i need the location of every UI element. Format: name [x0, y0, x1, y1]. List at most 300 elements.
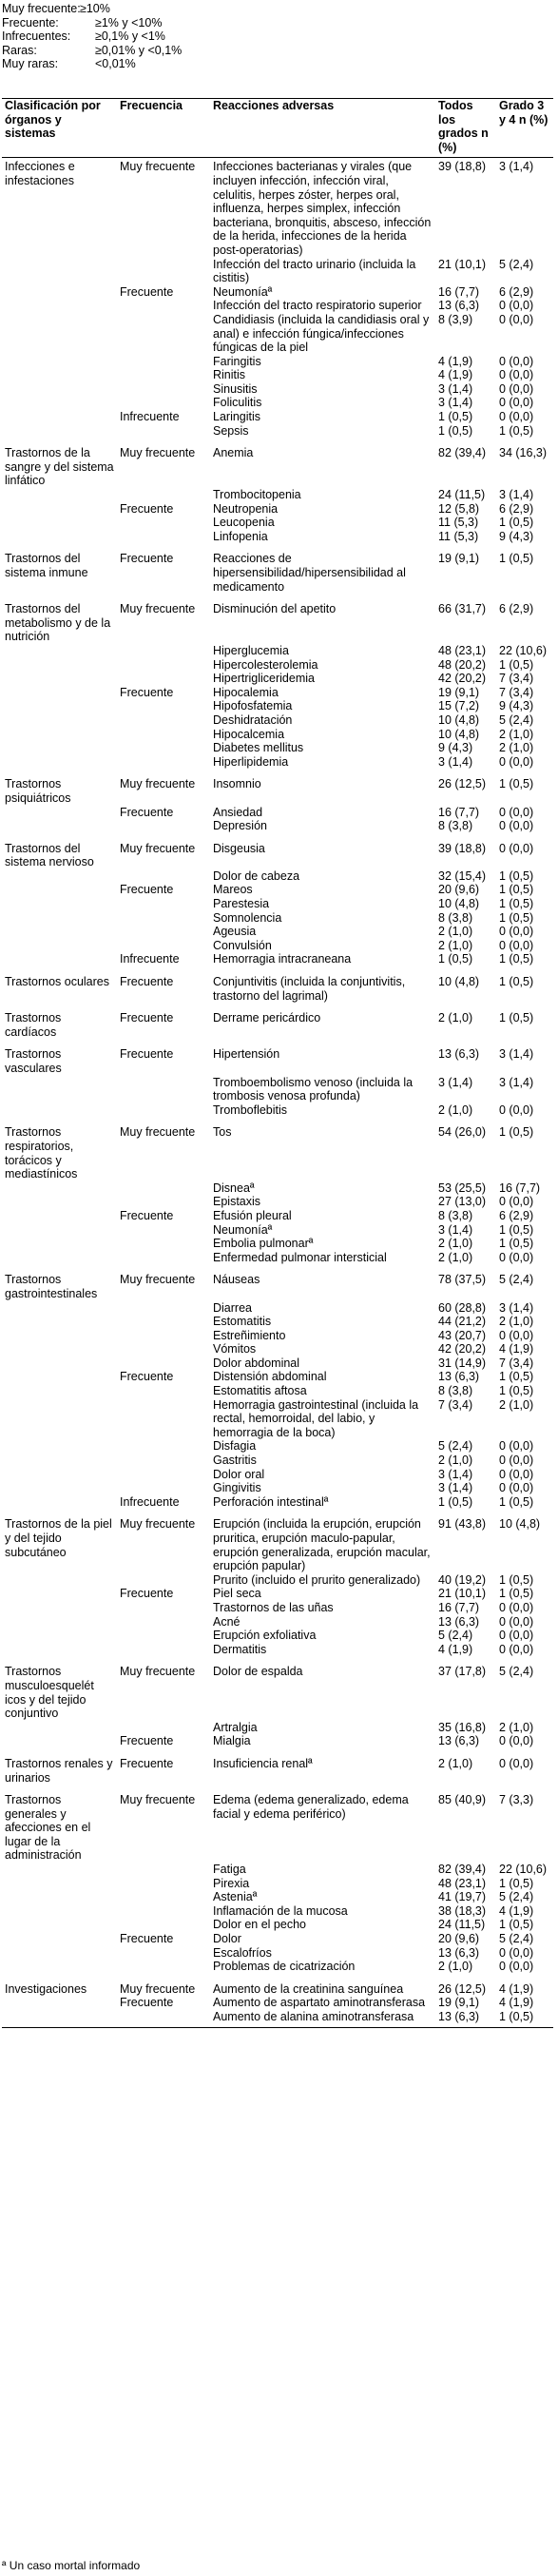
- frequency-cell: Frecuente: [120, 1756, 174, 1770]
- reaction-cell: Prurito (incluido el prurito generalizado): [213, 1572, 421, 1587]
- all-grades-cell: 78 (37,5): [438, 1273, 487, 1287]
- reaction-cell: Efusión pleural: [213, 1208, 292, 1222]
- reaction-cell: Estomatitis aftosa: [213, 1384, 307, 1398]
- grade-3-4-cell: 0 (0,0): [499, 368, 534, 382]
- soc-cell: [2, 1890, 117, 1904]
- all-grades-cell: 35 (16,8): [438, 1720, 487, 1734]
- frequency-cell: [117, 728, 210, 742]
- all-grades-cell: 8 (3,8): [438, 819, 473, 833]
- grade-3-4-cell: 0 (0,0): [499, 1103, 534, 1117]
- frequency-cell: [117, 1454, 210, 1468]
- grade-3-4-cell: 1 (0,5): [499, 897, 534, 911]
- table-row: [2, 396, 553, 410]
- all-grades-cell: 15 (7,2): [438, 699, 480, 713]
- grade-3-4-cell: 10 (4,8): [499, 1517, 541, 1532]
- frequency-cell: [117, 1237, 210, 1251]
- grade-3-4-cell: 5 (2,4): [499, 1665, 534, 1679]
- all-grades-cell: 21 (10,1): [438, 1587, 487, 1601]
- grade-3-4-cell: 0 (0,0): [499, 1454, 534, 1468]
- frequency-cell: Muy frecuente: [120, 841, 196, 855]
- soc-cell: [2, 1587, 117, 1601]
- soc-cell: [2, 1237, 117, 1251]
- grade-3-4-cell: 5 (2,4): [499, 712, 534, 727]
- all-grades-cell: 3 (1,4): [438, 754, 473, 769]
- table-row: [2, 1398, 553, 1440]
- soc-cell: [2, 1734, 117, 1748]
- table-row: [2, 1251, 553, 1265]
- reaction-cell: Distensión abdominal: [213, 1370, 327, 1384]
- soc-cell: [2, 897, 117, 911]
- grade-3-4-cell: 0 (0,0): [499, 938, 534, 952]
- table-row: [2, 952, 553, 966]
- frequency-cell: Muy frecuente: [120, 1981, 196, 1996]
- grade-3-4-cell: 0 (0,0): [499, 925, 534, 939]
- all-grades-cell: 44 (21,2): [438, 1315, 487, 1329]
- reaction-cell: Pirexia: [213, 1876, 250, 1890]
- reaction-cell: Derrame pericárdico: [213, 1011, 321, 1025]
- table-row: [2, 1237, 553, 1251]
- table-row: [2, 368, 553, 382]
- soc-cell: [2, 952, 117, 966]
- soc-cell: Trastornos de la piel y del tejido subcutáneo: [5, 1517, 112, 1559]
- table-row: [2, 1573, 553, 1588]
- grade-3-4-cell: 0 (0,0): [499, 819, 534, 833]
- grade-3-4-cell: 3 (1,4): [499, 160, 534, 174]
- frequency-cell: [117, 1076, 210, 1103]
- all-grades-cell: 10 (4,8): [438, 975, 480, 989]
- all-grades-cell: 1 (0,5): [438, 423, 473, 438]
- table-row: [2, 1481, 553, 1495]
- reaction-cell: Enfermedad pulmonar intersticial: [213, 1250, 387, 1264]
- reaction-cell: Aumento de aspartato aminotransferasa: [213, 1996, 426, 2010]
- table-row: [2, 1329, 553, 1343]
- grade-3-4-cell: 22 (10,6): [499, 1863, 548, 1877]
- header-reaction: Reacciones adversas: [213, 99, 335, 112]
- all-grades-cell: 20 (9,6): [438, 1932, 480, 1946]
- reaction-cell: Hiperglucemia: [213, 643, 289, 657]
- soc-cell: [2, 530, 117, 544]
- soc-cell: [2, 806, 117, 820]
- table-row: [2, 713, 553, 728]
- grade-3-4-cell: 2 (1,0): [499, 1720, 534, 1734]
- soc-cell: [2, 1342, 117, 1356]
- soc-cell: [2, 1481, 117, 1495]
- soc-cell: Trastornos oculares: [5, 975, 109, 989]
- soc-cell: [2, 1629, 117, 1643]
- all-grades-cell: 3 (1,4): [438, 1075, 473, 1089]
- reaction-cell: Aumento de la creatinina sanguínea: [213, 1981, 404, 1996]
- table-row: [2, 1734, 553, 1748]
- frequency-cell: [117, 1329, 210, 1343]
- all-grades-cell: 3 (1,4): [438, 1481, 473, 1495]
- soc-cell: [2, 755, 117, 770]
- grade-3-4-cell: 5 (2,4): [499, 1890, 534, 1904]
- soc-cell: Investigaciones: [5, 1981, 87, 1996]
- soc-cell: [2, 1721, 117, 1735]
- reaction-cell: Acné: [213, 1614, 241, 1629]
- grade-3-4-cell: 6 (2,9): [499, 1208, 534, 1222]
- all-grades-cell: 3 (1,4): [438, 396, 473, 410]
- frequency-cell: [117, 313, 210, 355]
- soc-cell: [2, 686, 117, 700]
- frequency-cell: [117, 1877, 210, 1891]
- table-row: [2, 1877, 553, 1891]
- soc-cell: [2, 1932, 117, 1946]
- soc-cell: [2, 1495, 117, 1510]
- reaction-cell: Tos: [213, 1125, 232, 1140]
- all-grades-cell: 4 (1,9): [438, 1642, 473, 1656]
- all-grades-cell: 2 (1,0): [438, 1756, 473, 1770]
- frequency-cell: Muy frecuente: [120, 1517, 196, 1532]
- table-row: [2, 543, 553, 594]
- frequency-cell: [117, 1904, 210, 1919]
- table-row: [2, 686, 553, 700]
- header-frequency: Frecuencia: [120, 99, 183, 112]
- reaction-cell: Reacciones de hipersensibilidad/hipersensibilidad al medicamento: [213, 552, 406, 594]
- all-grades-cell: 19 (9,1): [438, 552, 480, 566]
- table-row: [2, 672, 553, 686]
- all-grades-cell: 26 (12,5): [438, 777, 487, 791]
- reaction-cell: Disfagia: [213, 1439, 257, 1454]
- grade-3-4-cell: 6 (2,9): [499, 602, 534, 616]
- soc-cell: [2, 1301, 117, 1316]
- frequency-cell: [117, 897, 210, 911]
- soc-cell: [2, 1076, 117, 1103]
- table-row: [2, 1039, 553, 1075]
- frequency-cell: Muy frecuente: [120, 1125, 196, 1140]
- all-grades-cell: 16 (7,7): [438, 284, 480, 299]
- frequency-cell: [117, 530, 210, 544]
- grade-3-4-cell: 2 (1,0): [499, 1315, 534, 1329]
- table-row: [2, 1721, 553, 1735]
- grade-3-4-cell: 4 (1,9): [499, 1981, 534, 1996]
- table-row: [2, 644, 553, 658]
- all-grades-cell: 2 (1,0): [438, 938, 473, 952]
- frequency-cell: Frecuente: [120, 1370, 174, 1384]
- legend-term: Muy frecuente:: [2, 2, 81, 15]
- reaction-cell: Erupción exfoliativa: [213, 1629, 317, 1643]
- reaction-cell: Dolor abdominal: [213, 1356, 300, 1370]
- all-grades-cell: 13 (6,3): [438, 1734, 480, 1748]
- table-row: [2, 925, 553, 939]
- all-grades-cell: 8 (3,8): [438, 910, 473, 925]
- all-grades-cell: 5 (2,4): [438, 1439, 473, 1454]
- soc-cell: [2, 1904, 117, 1919]
- soc-cell: [2, 1398, 117, 1440]
- all-grades-cell: 3 (1,4): [438, 381, 473, 396]
- frequency-cell: [117, 1439, 210, 1454]
- all-grades-cell: 13 (6,3): [438, 2010, 480, 2023]
- all-grades-cell: 85 (40,9): [438, 1793, 487, 1807]
- reaction-cell: Hemorragia gastrointestinal (incluida la rectal, hemorroidal, del labio, y hemorragia de la boca): [213, 1397, 419, 1439]
- table-row: [2, 1301, 553, 1316]
- table-row: [2, 1370, 553, 1384]
- all-grades-cell: 41 (19,7): [438, 1890, 487, 1904]
- all-grades-cell: 48 (20,2): [438, 657, 487, 672]
- grade-3-4-cell: 1 (0,5): [499, 1237, 534, 1251]
- soc-cell: [2, 1601, 117, 1615]
- reaction-cell: Linfopenia: [213, 529, 268, 543]
- frequency-cell: [117, 741, 210, 755]
- soc-cell: [2, 1439, 117, 1454]
- grade-3-4-cell: 1 (0,5): [499, 1011, 534, 1025]
- grade-3-4-cell: 0 (0,0): [499, 1629, 534, 1643]
- all-grades-cell: 13 (6,3): [438, 1945, 480, 1960]
- frequency-cell: Frecuente: [120, 1011, 174, 1025]
- table-row: [2, 1643, 553, 1657]
- soc-cell: [2, 1315, 117, 1329]
- soc-cell: [2, 1103, 117, 1118]
- reaction-cell: Dolor de espalda: [213, 1665, 303, 1679]
- legend-term: Frecuente:: [2, 15, 59, 29]
- frequency-cell: [117, 939, 210, 953]
- all-grades-cell: 60 (28,8): [438, 1300, 487, 1315]
- frequency-cell: Frecuente: [120, 685, 174, 699]
- table-row: [2, 2010, 553, 2027]
- table-row: [2, 285, 553, 300]
- grade-3-4-cell: 0 (0,0): [499, 805, 534, 819]
- all-grades-cell: 48 (23,1): [438, 1876, 487, 1890]
- frequency-cell: Frecuente: [120, 805, 174, 819]
- reaction-cell: Vómitos: [213, 1342, 257, 1356]
- grade-3-4-cell: 6 (2,9): [499, 284, 534, 299]
- all-grades-cell: 2 (1,0): [438, 1103, 473, 1117]
- soc-cell: [2, 1209, 117, 1223]
- frequency-cell: Frecuente: [120, 552, 174, 566]
- header-all-grades: Todos los grados n (%): [438, 99, 489, 154]
- reaction-cell: Somnolencia: [213, 910, 282, 925]
- all-grades-cell: 37 (17,8): [438, 1665, 487, 1679]
- all-grades-cell: 16 (7,7): [438, 1600, 480, 1614]
- all-grades-cell: 2 (1,0): [438, 925, 473, 939]
- frequency-cell: Frecuente: [120, 1208, 174, 1222]
- frequency-cell: Frecuente: [120, 501, 174, 516]
- all-grades-cell: 2 (1,0): [438, 1250, 473, 1264]
- frequency-cell: Infrecuente: [120, 410, 180, 424]
- all-grades-cell: 10 (4,8): [438, 712, 480, 727]
- frequency-cell: Muy frecuente: [120, 602, 196, 616]
- reaction-cell: Escalofríos: [213, 1945, 272, 1960]
- frequency-cell: [117, 658, 210, 673]
- all-grades-cell: 5 (2,4): [438, 1629, 473, 1643]
- all-grades-cell: 53 (25,5): [438, 1181, 487, 1195]
- reaction-cell: Anemia: [213, 446, 254, 460]
- frequency-cell: [117, 1890, 210, 1904]
- reaction-cell: Dolor: [213, 1932, 241, 1946]
- grade-3-4-cell: 9 (4,3): [499, 529, 534, 543]
- frequency-cell: [117, 755, 210, 770]
- all-grades-cell: 91 (43,8): [438, 1517, 487, 1532]
- reaction-cell: Disneaª: [213, 1181, 255, 1195]
- frequency-cell: Frecuente: [120, 1996, 174, 2010]
- reaction-cell: Mialgia: [213, 1734, 251, 1748]
- grade-3-4-cell: 2 (1,0): [499, 1397, 534, 1412]
- reaction-cell: Diabetes mellitus: [213, 741, 304, 755]
- frequency-cell: [117, 1356, 210, 1371]
- table-row: [2, 313, 553, 355]
- all-grades-cell: 42 (20,2): [438, 1342, 487, 1356]
- all-grades-cell: 40 (19,2): [438, 1572, 487, 1587]
- all-grades-cell: 9 (4,3): [438, 741, 473, 755]
- table-row: [2, 382, 553, 397]
- table-row: [2, 966, 553, 1003]
- table-row: [2, 1003, 553, 1039]
- reaction-cell: Leucopenia: [213, 516, 275, 530]
- reaction-cell: Perforación intestinalª: [213, 1494, 329, 1509]
- grade-3-4-cell: 3 (1,4): [499, 1300, 534, 1315]
- table-row: [2, 158, 553, 258]
- reaction-cell: Hipertrigliceridemia: [213, 672, 315, 686]
- all-grades-cell: 2 (1,0): [438, 1960, 473, 1974]
- all-grades-cell: 27 (13,0): [438, 1195, 487, 1209]
- table-row: [2, 1468, 553, 1482]
- table-row: [2, 806, 553, 820]
- grade-3-4-cell: 1 (0,5): [499, 883, 534, 897]
- reaction-cell: Dermatitis: [213, 1642, 267, 1656]
- all-grades-cell: 13 (6,3): [438, 299, 480, 313]
- reaction-cell: Trombocitopenia: [213, 488, 301, 502]
- grade-3-4-cell: 34 (16,3): [499, 446, 548, 460]
- reaction-cell: Estreñimiento: [213, 1328, 286, 1342]
- soc-cell: [2, 1251, 117, 1265]
- grade-3-4-cell: 7 (3,3): [499, 1793, 534, 1807]
- reaction-cell: Piel seca: [213, 1587, 261, 1601]
- all-grades-cell: 10 (4,8): [438, 897, 480, 911]
- grade-3-4-cell: 0 (0,0): [499, 1642, 534, 1656]
- grade-3-4-cell: 1 (0,5): [499, 1918, 534, 1932]
- reaction-cell: Insomnio: [213, 777, 261, 791]
- soc-cell: Trastornos musculoesquelét icos y del tejido conjuntivo: [5, 1665, 94, 1721]
- frequency-cell: [117, 1629, 210, 1643]
- grade-3-4-cell: 1 (0,5): [499, 552, 534, 566]
- table-row: [2, 869, 553, 884]
- soc-cell: [2, 382, 117, 397]
- frequency-cell: Infrecuente: [120, 952, 180, 966]
- all-grades-cell: 1 (0,5): [438, 952, 473, 966]
- frequency-cell: Muy frecuente: [120, 1793, 196, 1807]
- grade-3-4-cell: 1 (0,5): [499, 1384, 534, 1398]
- grade-3-4-cell: 1 (0,5): [499, 1587, 534, 1601]
- soc-cell: [2, 672, 117, 686]
- reaction-cell: Asteniaª: [213, 1890, 258, 1904]
- table-row: [2, 438, 553, 488]
- reaction-cell: Hipocalcemia: [213, 727, 285, 741]
- reaction-cell: Estomatitis: [213, 1315, 272, 1329]
- reaction-cell: Infección del tracto respiratorio superior: [213, 299, 422, 313]
- all-grades-cell: 82 (39,4): [438, 446, 487, 460]
- soc-cell: [2, 658, 117, 673]
- soc-cell: Trastornos psiquiátricos: [5, 777, 71, 805]
- soc-cell: Trastornos vasculares: [5, 1047, 62, 1075]
- reaction-cell: Hipocalemia: [213, 685, 279, 699]
- soc-cell: [2, 883, 117, 897]
- reaction-cell: Dolor de cabeza: [213, 868, 300, 883]
- grade-3-4-cell: 6 (2,9): [499, 501, 534, 516]
- frequency-cell: Frecuente: [120, 284, 174, 299]
- legend-term: Muy raras:: [2, 57, 59, 71]
- soc-cell: [2, 285, 117, 300]
- grade-3-4-cell: 3 (1,4): [499, 1075, 534, 1089]
- reaction-cell: Sinusitis: [213, 381, 258, 396]
- frequency-cell: [117, 1251, 210, 1265]
- table-row: [2, 424, 553, 439]
- soc-cell: Trastornos del sistema nervioso: [5, 841, 94, 869]
- frequency-cell: [117, 1643, 210, 1657]
- all-grades-cell: 7 (3,4): [438, 1397, 473, 1412]
- all-grades-cell: 66 (31,7): [438, 602, 487, 616]
- grade-3-4-cell: 2 (1,0): [499, 727, 534, 741]
- all-grades-cell: 11 (5,3): [438, 516, 479, 530]
- table-row: [2, 1315, 553, 1329]
- frequency-cell: [117, 1342, 210, 1356]
- all-grades-cell: 13 (6,3): [438, 1370, 480, 1384]
- grade-3-4-cell: 0 (0,0): [499, 1734, 534, 1748]
- all-grades-cell: 2 (1,0): [438, 1011, 473, 1025]
- legend-value: ≥0,01% y <0,1%: [95, 43, 183, 57]
- grade-3-4-cell: 0 (0,0): [499, 1756, 534, 1770]
- legend-value: ≥10%: [80, 2, 110, 15]
- reaction-cell: Embolia pulmonarª: [213, 1237, 314, 1251]
- table-row: [2, 699, 553, 713]
- table-header-row: [2, 99, 553, 158]
- table-row: [2, 1076, 553, 1103]
- table-row: [2, 1615, 553, 1630]
- table-row: [2, 258, 553, 285]
- soc-cell: [2, 713, 117, 728]
- soc-cell: Trastornos cardíacos: [5, 1011, 62, 1039]
- frequency-cell: [117, 424, 210, 439]
- table-row: [2, 1117, 553, 1181]
- reaction-cell: Mareos: [213, 883, 253, 897]
- frequency-cell: [117, 1103, 210, 1118]
- soc-cell: [2, 911, 117, 926]
- table-row: [2, 1509, 553, 1572]
- soc-cell: [2, 1468, 117, 1482]
- reaction-cell: Disgeusia: [213, 841, 265, 855]
- legend-term: Raras:: [2, 43, 37, 57]
- soc-cell: [2, 1863, 117, 1877]
- soc-cell: Trastornos del sistema inmune: [5, 552, 88, 579]
- grade-3-4-cell: 4 (1,9): [499, 1903, 534, 1918]
- table-row: [2, 1960, 553, 1974]
- grade-3-4-cell: 0 (0,0): [499, 410, 534, 424]
- reaction-cell: Tromboembolismo venoso (incluida la trombosis venosa profunda): [213, 1075, 414, 1103]
- table-row: [2, 355, 553, 369]
- all-grades-cell: 3 (1,4): [438, 1222, 473, 1237]
- soc-cell: [2, 502, 117, 517]
- reaction-cell: Aumento de alanina aminotransferasa: [213, 2010, 414, 2023]
- frequency-cell: [117, 1721, 210, 1735]
- soc-cell: [2, 1573, 117, 1588]
- frequency-cell: Frecuente: [120, 1734, 174, 1748]
- soc-cell: [2, 299, 117, 313]
- legend-value: ≥1% y <10%: [95, 15, 163, 29]
- frequency-cell: Frecuente: [120, 975, 174, 989]
- frequency-cell: [117, 1918, 210, 1932]
- frequency-cell: Frecuente: [120, 883, 174, 897]
- all-grades-cell: 10 (4,8): [438, 727, 480, 741]
- reaction-cell: Neumoníaª: [213, 1222, 273, 1237]
- all-grades-cell: 24 (11,5): [438, 1918, 486, 1932]
- reaction-cell: Hipercolesterolemia: [213, 657, 318, 672]
- soc-cell: [2, 313, 117, 355]
- frequency-cell: Muy frecuente: [120, 1273, 196, 1287]
- reaction-cell: Tromboflebitis: [213, 1103, 288, 1117]
- table-row: [2, 1103, 553, 1118]
- table-row: [2, 741, 553, 755]
- grade-3-4-cell: 9 (4,3): [499, 699, 534, 713]
- reaction-cell: Laringitis: [213, 410, 261, 424]
